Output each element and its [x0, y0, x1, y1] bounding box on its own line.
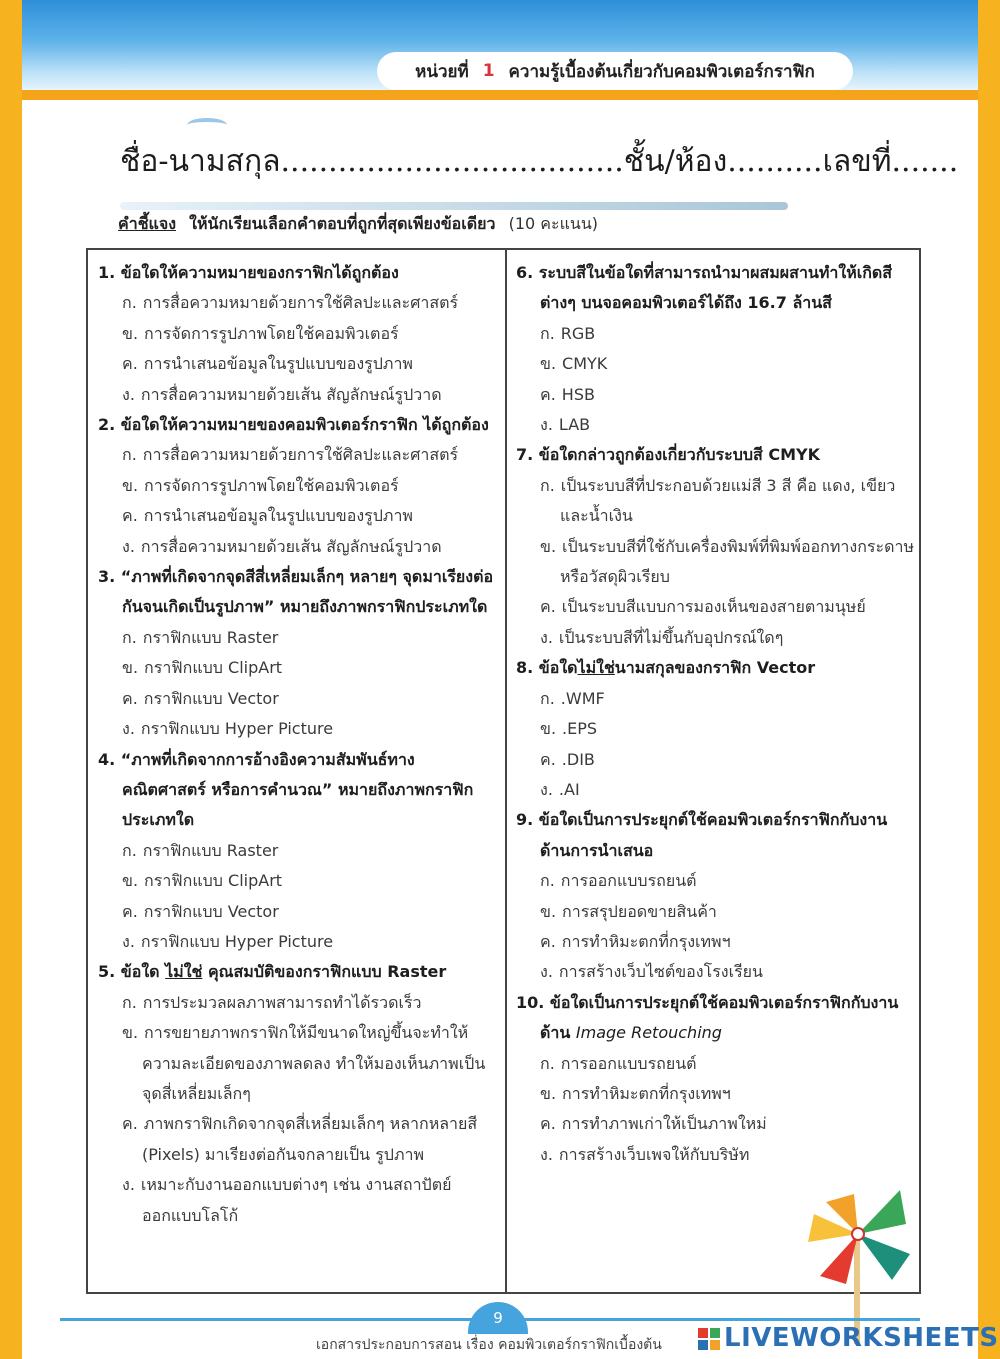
- right-orange-border: [978, 0, 1000, 1359]
- directions-text: ให้นักเรียนเลือกคำตอบที่ถูกที่สุดเพียงข้อเดียว: [189, 214, 496, 233]
- option-b[interactable]: ข. กราฟิกแบบ ClipArt: [122, 658, 283, 678]
- directions: [118, 212, 598, 237]
- option-b[interactable]: ข. การสรุปยอดขายสินค้า: [540, 901, 717, 921]
- question-9: [516, 805, 916, 987]
- question-7: [516, 440, 916, 653]
- question-5: [98, 957, 498, 1231]
- option-a[interactable]: ก. การออกแบบรถยนต์: [540, 1053, 697, 1073]
- header-orange-stripe: [22, 90, 978, 100]
- question-3: [98, 562, 498, 744]
- question-text: 6. ระบบสีในข้อใดที่สามารถนำมาผสมผสานทำให้เกิดสีต่างๆ บนจอคอมพิวเตอร์ได้ถึง 16.7 ล้านสี: [516, 263, 893, 313]
- question-text: 1. ข้อใดให้ความหมายของกราฟิกได้ถูกต้อง: [98, 263, 399, 282]
- option-a[interactable]: ก. .WMF: [540, 688, 605, 708]
- student-name-line: ชื่อ-นามสกุล....................................ชั้น/ห้อง..........เลขที่.......: [120, 144, 959, 179]
- option-d[interactable]: ง. .AI: [540, 779, 580, 799]
- option-b[interactable]: ข. CMYK: [540, 354, 608, 374]
- option-b[interactable]: ข. .EPS: [540, 719, 598, 739]
- option-c[interactable]: ค. กราฟิกแบบ Vector: [122, 688, 279, 708]
- question-text: 8. ข้อใดไม่ใช่นามสกุลของกราฟิก Vector: [516, 658, 816, 678]
- liveworksheets-logo-icon: [698, 1328, 720, 1350]
- option-a[interactable]: ก. การสื่อความหมายด้วยการใช้ศิลปะและศาสตร์: [122, 293, 459, 313]
- liveworksheets-brand[interactable]: [698, 1323, 999, 1353]
- option-d[interactable]: ง. การสื่อความหมายด้วยเส้น สัญลักษณ์รูปวาด: [122, 384, 442, 404]
- option-a[interactable]: ก. การสื่อความหมายด้วยการใช้ศิลปะและศาสตร์: [122, 445, 459, 465]
- question-text: 7. ข้อใดกล่าวถูกต้องเกี่ยวกับระบบสี CMYK: [516, 445, 821, 465]
- question-text: 5. ข้อใด ไม่ใช่ คุณสมบัติของกราฟิกแบบ Raster: [98, 962, 447, 982]
- option-b[interactable]: ข. การจัดการรูปภาพโดยใช้คอมพิวเตอร์: [122, 323, 399, 343]
- brand-text: LIVEWORKSHEETS: [724, 1323, 999, 1353]
- option-a[interactable]: ก. การประมวลผลภาพสามารถทำได้รวดเร็ว: [122, 992, 422, 1012]
- option-b[interactable]: ข. การทำหิมะตกที่กรุงเทพฯ: [540, 1083, 731, 1103]
- option-d[interactable]: ง. เหมาะกับงานออกแบบต่างๆ เช่น งานสถาปัตย์ ออกแบบโลโก้: [122, 1175, 452, 1225]
- option-d[interactable]: ง. เป็นระบบสีที่ไม่ขึ้นกับอุปกรณ์ใดๆ: [540, 627, 784, 647]
- unit-label: หน่วยที่: [415, 61, 469, 82]
- unit-number: 1: [482, 61, 495, 81]
- option-c[interactable]: ค. การนำเสนอข้อมูลในรูปแบบของรูปภาพ: [122, 506, 413, 526]
- question-text: 2. ข้อใดให้ความหมายของคอมพิวเตอร์กราฟิก ได้ถูกต้อง: [98, 415, 489, 435]
- option-a[interactable]: ก. เป็นระบบสีที่ประกอบด้วยแม่สี 3 สี คือ แดง, เขียว และน้ำเงิน: [540, 475, 896, 526]
- question-text: 4. “ภาพที่เกิดจากการอ้างอิงความสัมพันธ์ทางคณิตศาสตร์ หรือการคำนวณ” หมายถึงภาพกราฟิกประเภทใด: [98, 749, 474, 830]
- questions-column-right: [516, 258, 916, 1170]
- unit-title: ความรู้เบื้องต้นเกี่ยวกับคอมพิวเตอร์กราฟิก: [508, 61, 815, 82]
- option-b[interactable]: ข. กราฟิกแบบ ClipArt: [122, 871, 283, 891]
- option-c[interactable]: ค. .DIB: [540, 749, 595, 769]
- option-a[interactable]: ก. กราฟิกแบบ Raster: [122, 627, 279, 647]
- question-2: [98, 410, 498, 562]
- option-a[interactable]: ก. การออกแบบรถยนต์: [540, 871, 697, 891]
- option-c[interactable]: ค. การทำภาพเก่าให้เป็นภาพใหม่: [540, 1114, 767, 1134]
- question-text: 10. ข้อใดเป็นการประยุกต์ใช้คอมพิวเตอร์กราฟิกกับงานด้าน Image Retouching: [516, 992, 899, 1043]
- question-text: 9. ข้อใดเป็นการประยุกต์ใช้คอมพิวเตอร์กราฟิกกับงานด้านการนำเสนอ: [516, 810, 888, 860]
- question-text: 3. “ภาพที่เกิดจากจุดสีสี่เหลี่ยมเล็กๆ หลายๆ จุดมาเรียงต่อกันจนเกิดเป็นรูปภาพ” หมายถึงภาพกราฟิกประเภทใด: [98, 567, 494, 617]
- option-d[interactable]: ง. กราฟิกแบบ Hyper Picture: [122, 931, 334, 951]
- question-6: [516, 258, 916, 440]
- option-c[interactable]: ค. HSB: [540, 384, 595, 404]
- directions-label: คำชี้แจง: [118, 214, 177, 233]
- option-a[interactable]: ก. กราฟิกแบบ Raster: [122, 840, 279, 860]
- option-c[interactable]: ค. เป็นระบบสีแบบการมองเห็นของสายตามนุษย์: [540, 597, 866, 617]
- question-4: [98, 745, 498, 958]
- directions-points: (10 คะแนน): [508, 214, 599, 233]
- questions-box: [86, 248, 921, 1294]
- option-c[interactable]: ค. กราฟิกแบบ Vector: [122, 901, 279, 921]
- column-divider: [505, 250, 507, 1292]
- option-d[interactable]: ง. LAB: [540, 415, 591, 435]
- footer-document-title: เอกสารประกอบการสอน เรื่อง คอมพิวเตอร์กราฟิกเบื้องต้น: [316, 1337, 662, 1353]
- option-b[interactable]: ข. การขยายภาพกราฟิกให้มีขนาดใหญ่ขึ้นจะทำให้ความละเอียดของภาพลดลง ทำให้มองเห็นภาพเป็นจุดสี่เหลี่ยมเล็กๆ: [122, 1023, 486, 1103]
- option-c[interactable]: ค. ภาพกราฟิกเกิดจากจุดสี่เหลี่ยมเล็กๆ หลากหลายสี (Pixels) มาเรียงต่อกันจกลายเป็น รูปภาพ: [122, 1114, 478, 1164]
- question-1: [98, 258, 498, 410]
- option-a[interactable]: ก. RGB: [540, 323, 596, 343]
- option-d[interactable]: ง. กราฟิกแบบ Hyper Picture: [122, 719, 334, 739]
- unit-header-pill: [377, 52, 853, 90]
- page-number: 9: [468, 1302, 528, 1334]
- option-d[interactable]: ง. การสื่อความหมายด้วยเส้น สัญลักษณ์รูปวาด: [122, 536, 442, 556]
- option-b[interactable]: ข. เป็นระบบสีที่ใช้กับเครื่องพิมพ์ที่พิมพ์ออกทางกระดาษหรือวัสดุผิวเรียบ: [540, 536, 914, 587]
- question-8: [516, 653, 916, 805]
- option-c[interactable]: ค. การทำหิมะตกที่กรุงเทพฯ: [540, 931, 731, 951]
- option-d[interactable]: ง. การสร้างเว็บเพจให้กับบริษัท: [540, 1144, 750, 1164]
- left-orange-border: [0, 0, 22, 1359]
- name-underline-swoosh: [120, 202, 788, 210]
- option-b[interactable]: ข. การจัดการรูปภาพโดยใช้คอมพิวเตอร์: [122, 475, 399, 495]
- option-c[interactable]: ค. การนำเสนอข้อมูลในรูปแบบของรูปภาพ: [122, 354, 413, 374]
- decorative-arc: [187, 118, 227, 132]
- option-d[interactable]: ง. การสร้างเว็บไซต์ของโรงเรียน: [540, 962, 763, 982]
- questions-column-left: [98, 258, 498, 1231]
- question-10: [516, 988, 916, 1170]
